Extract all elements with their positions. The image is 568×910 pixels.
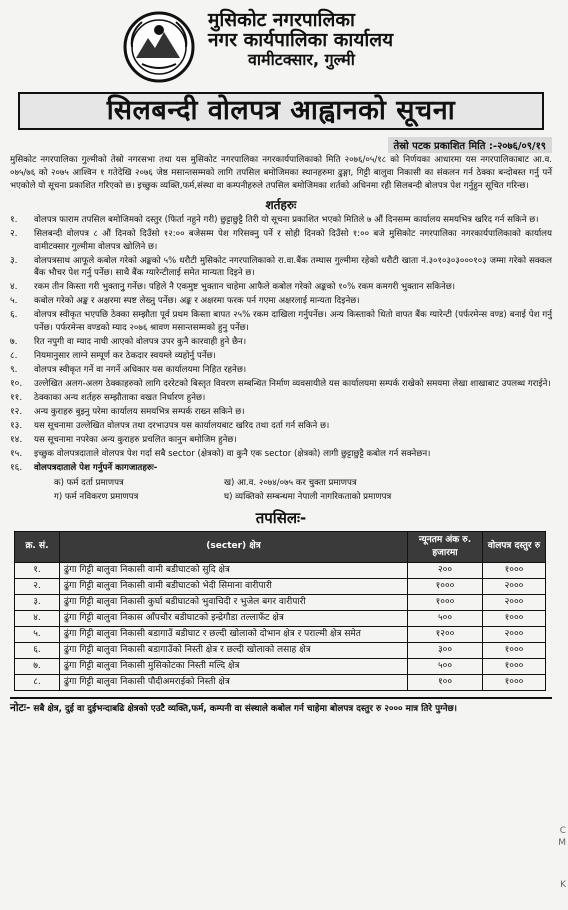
cell-sector: ढुंगा गिट्टी बालुवा निकासी पौदीअमराईको निस्ती क्षेत्र: [60, 674, 408, 690]
term-item: [10, 309, 552, 334]
term-item: [10, 434, 552, 447]
cell-fee: १०००: [483, 642, 546, 658]
cell-sector: ढुंगा गिट्टी बालुवा निकासी मुसिकोटका निस्ती मल्दि क्षेत्र: [60, 658, 408, 674]
table-row: [15, 594, 546, 610]
intro-paragraph: मुसिकोट नगरपालिका गुल्मीको तेस्रो नगरसभा तथा यस मुसिकोट नगरपालिका नगरकार्यपालिकाको मिति २०७६/०५/१८ को निर्णयका आधारमा यस नगरपालिकाबाट आ.व. ०७५/७६ को २०७५ आश्विन १ गतेदेखि २०७६ जेष्ठ मसान्तसम्मको लागि तपसिल बमोजिमका स्थानहरुमा ढुङ्गा, गिट्टी बालुवा निकासी का संकलन गर्न ठेक्का बन्दोबस्त गर्नु पर्ने भएकोले यो सूचना प्रकाशित गरिएको छ। इच्छुक व्यक्ति,फर्म,संस्था वा कम्पनीहरुले तपसिल बमोजिमका शर्तको अधिनमा रही सिलबन्दी बोलपत्र पेश गर्नुहुन सूचित गरिन्छ।: [10, 155, 552, 191]
cell-sn: १.: [15, 562, 60, 578]
cell-fee: १०००: [483, 674, 546, 690]
term-text: वोलपत्रदाताले पेश गर्नुपर्ने कागजातहरुः-: [34, 462, 158, 473]
term-item: [10, 255, 552, 280]
term-text: वोलपत्र स्वीकृत भएपछि ठेक्का सम्झौता पूर्व प्रथम किस्ता बापत २५% रकम दाखिला गर्नुपर्नेछ। अन्य किस्ताको धितो वापत बैंक ग्यारेन्टी (पर्फरमेन्स वण्ड) बनाई पेश गर्नु पर्नेछ। पर्फरमेन्स वण्डको म्याद २०७६ श्रावण मसान्तसम्मको हुनु पर्नेछ।: [34, 310, 552, 333]
header: [10, 6, 552, 92]
cell-fee: २०००: [483, 626, 546, 642]
column-header-sn: क्र. सं.: [15, 531, 60, 562]
cell-min-amount: २००: [408, 562, 483, 578]
cell-fee: १०००: [483, 658, 546, 674]
document-item: घ) व्यक्तिको सम्बन्धमा नेपाली नागरिकताको प्रमाणपत्र: [224, 491, 392, 502]
cell-fee: २०००: [483, 594, 546, 610]
term-number: ५.: [10, 296, 18, 306]
term-number: १४.: [10, 434, 23, 445]
term-text: वोलपत्र फाराम तपसिल बमोजिमको दस्तुर (फिर्ता नहुने गरी) छुट्टाछुट्टै तिरी यो सूचना प्रकाशित भएको मितिले ७ औं दिनसम्म कार्यालय समयभित्र खरिद गर्न सकिने छ।: [34, 215, 539, 225]
term-item: [10, 420, 552, 433]
term-item: [10, 214, 552, 227]
cell-sn: २.: [15, 578, 60, 594]
notice-page: [10, 6, 552, 904]
terms-list: [10, 214, 552, 474]
margin-letter: K: [560, 880, 566, 890]
cell-sn: ३.: [15, 594, 60, 610]
term-text: उल्लेखित अलग-अलग ठेक्काहरुको लागि दररेटको बिस्तृत विवरण सम्बन्धित निर्माण व्यवसायीले यस कार्यालयमा सम्पर्क राखेको समयमा लेखा शाखाबाट उपलब्ध गराईने।: [34, 378, 551, 389]
term-text: इच्छुक वोलपत्रदाताले वोलपत्र पेश गर्दा सबै sector (क्षेत्रको) वा कुनै एक sector (क्षेत्रको) लागी छुट्टाछुट्टै कबोल गर्न सक्नेछन।: [34, 448, 431, 459]
note-label: नोटः-: [10, 701, 31, 714]
term-text: वोलपत्र स्वीकृत गर्ने वा नगर्ने अधिकार यस कार्यालयमा निहित रहनेछ।: [34, 364, 247, 375]
margin-letter: C: [559, 826, 566, 836]
term-text: रकम तीन किस्ता गरी भुक्तानुु गर्नेछ। पहिले नै एकमुष्ट भुक्तान चाहेमा आफैले कबोल गरेको अङ्कको १०% रकम कमगरी भुक्तान सकिनेछ।: [34, 282, 455, 292]
term-number: १३.: [10, 420, 23, 431]
table-row: [15, 642, 546, 658]
term-number: १०.: [10, 378, 23, 389]
term-item: [10, 228, 552, 253]
term-number: ११.: [10, 392, 23, 403]
term-item: [10, 462, 552, 475]
cell-min-amount: १०००: [408, 594, 483, 610]
term-text: नियमानुसार लाग्ने सम्पूर्ण कर ठेकदार स्वयम्ले व्यहोर्नु पर्नेछ।: [34, 350, 216, 361]
table-row: [15, 626, 546, 642]
cell-min-amount: ३००: [408, 642, 483, 658]
term-item: [10, 295, 552, 308]
term-number: ४.: [10, 282, 18, 292]
column-header-min-amount: न्यूनतम अंक रु. हजारमा: [408, 531, 483, 562]
table-row: [15, 562, 546, 578]
cell-sn: ५.: [15, 626, 60, 642]
term-number: ७.: [10, 336, 18, 347]
term-number: १६.: [10, 462, 23, 473]
required-documents: [10, 476, 552, 504]
cell-fee: २०००: [483, 578, 546, 594]
cell-min-amount: १००: [408, 674, 483, 690]
term-text: ठेक्काका अन्य शर्तहरु सम्झौताका वखत निर्धारण हुनेछ।: [34, 392, 206, 403]
terms-heading: शर्तहरुः: [265, 198, 297, 212]
document-item: ग) फर्म नविकरण प्रमाणपत्र: [54, 491, 139, 502]
publish-date-row: [10, 134, 552, 150]
sector-table: [14, 531, 546, 691]
office-name: नगर कार्यपालिका कार्यालय: [208, 29, 394, 51]
cell-fee: १०००: [483, 562, 546, 578]
cell-sector: ढुंगा गिट्टी बालुवा निकास आँपचौर बडीघाटको इन्द्रेगौडा तल्लाफँट क्षेत्र: [60, 610, 408, 626]
document-item: ख) आ.व. २०७४/०७५ कर चुक्ता प्रमाणपत्र: [224, 477, 357, 488]
cell-fee: १०००: [483, 610, 546, 626]
term-number: २.: [10, 229, 18, 239]
column-header-fee: वोलपत्र दस्तुर रु: [483, 531, 546, 562]
margin-letter: M: [558, 838, 566, 848]
cell-sector: ढुंगा गिट्टी बालुवा निकासी कुर्घा बडीघाटको भुवाचिदी र भुजेल बगर वारीपारी: [60, 594, 408, 610]
term-item: [10, 336, 552, 349]
cell-sector: ढुंगा गिट्टी बालुवा निकासी वामी बडीघाटको सुदि क्षेत्र: [60, 562, 408, 578]
column-header-sector: (secter) क्षेत्र: [60, 531, 408, 562]
cell-sn: ६.: [15, 642, 60, 658]
cell-min-amount: १०००: [408, 578, 483, 594]
notice-title: सिलबन्दी वोलपत्र आह्वानको सूचना: [18, 92, 544, 130]
cell-min-amount: १२००: [408, 626, 483, 642]
nepal-emblem-icon: [122, 10, 196, 84]
table-row: [15, 610, 546, 626]
term-number: ८.: [10, 350, 18, 361]
term-text: यस सूचनामा नपरेका अन्य कुराहरु प्रचलित कानुन बमोजिम हुनेछ।: [34, 434, 237, 445]
cell-sn: ८.: [15, 674, 60, 690]
term-item: [10, 281, 552, 294]
term-text: कबोल गरेको अङ्क र अक्षरमा स्पष्ट लेख्नु पर्नेछ। अङ्क र अक्षरमा फरक पर्न गएमा अक्षरलाई मान्यता दिइनेछ।: [34, 296, 360, 306]
document-item: क) फर्म दर्ता प्रमाणपत्र: [54, 477, 124, 488]
term-text: अन्य कुराहरु बुझ्नु परेमा कार्यालय समयभित्र सम्पर्क राख्न सकिने छ।: [34, 406, 245, 417]
table-row: [15, 658, 546, 674]
table-header-row: [15, 531, 546, 562]
cell-sector: ढुंगा गिट्टी बालुवा निकासी वामी बडीघाटको भेदी सिमाना वारीपारी: [60, 578, 408, 594]
term-item: [10, 378, 552, 391]
term-number: १२.: [10, 406, 23, 417]
municipality-name: मुसिकोट नगरपालिका: [208, 9, 355, 31]
term-text: यस सूचनामा उल्लेखित वोलपत्र तथा दरभाउपत्र यस कार्यालयबाट खरिद तथा दर्ता गर्न सकिने छ।: [34, 420, 330, 431]
details-heading: तपसिलः-: [255, 508, 307, 527]
cell-sector: ढुंगा गिट्टी बालुवा निकासी बडागाउँको निस्ती क्षेत्र र छल्दी खोलाको लसाह क्षेत्र: [60, 642, 408, 658]
term-number: ६.: [10, 310, 18, 320]
term-item: [10, 448, 552, 461]
office-address: वामीटक्सार, गुल्मी: [248, 50, 355, 69]
cell-min-amount: ५००: [408, 658, 483, 674]
term-text: वोलपत्रसाथ आफूले कबोल गरेको अङ्कको ५% धरौटी मुसिकोट नगरपालिकाको रा.वा.बैंक तम्घास गुल्मीमा रहेको धरौटी खाता नं.३०१०३०३०००१०३ जम्मा गरेको सक्कल बैंक भौचर पेश गर्नु पर्नेछ। साथै बैंक ग्यारेन्टीलाई समेत मान्यता दिइने छ।: [34, 255, 552, 278]
table-row: [15, 674, 546, 690]
term-text: रित नपुगी वा म्याद नाघी आएको वोलपत्र उपर कुनै कारवाही हुने छैन।: [34, 336, 247, 347]
term-item: [10, 350, 552, 363]
organization-name: [208, 10, 393, 70]
term-number: १५.: [10, 448, 23, 459]
term-item: [10, 364, 552, 377]
cell-sn: ७.: [15, 658, 60, 674]
cell-sn: ४.: [15, 610, 60, 626]
cell-sector: ढुंगा गिट्टी बालुवा निकासी बडागाउँ बडीघाट र छल्दी खोलाको दोभान क्षेत्र र पराल्मी क्षेत्र समेत: [60, 626, 408, 642]
publish-date: तेस्रो पटक प्रकाशित मिति :-२०७६/०९/१९: [388, 137, 552, 153]
term-number: ३.: [10, 255, 18, 266]
table-row: [15, 578, 546, 594]
term-number: १.: [10, 215, 18, 225]
footer-note: [10, 697, 552, 715]
note-text: सबै क्षेत्र, दुई वा दुईभन्दाबढि क्षेत्रको एउटै व्यक्ति,फर्म, कम्पनी वा संस्थाले कबोल गर्न चाहेमा बोलपत्र दस्तुर रु २००० मात्र तिरे पुग्नेछ।: [33, 703, 457, 714]
term-item: [10, 406, 552, 419]
term-text: सिलबन्दी वोलपत्र ८ औं दिनको दिउँसो १२:०० बजेसम्म पेश गरिसक्नु पर्ने र सोही दिनको दिउँसो १:०० बजे मुसिकोट नगरपालिका नगरकार्यपालिकाको कार्यालय वामीटक्सार गुल्मीमा वोलपत्र खोलिने छ।: [34, 229, 552, 252]
cell-min-amount: ५००: [408, 610, 483, 626]
term-item: [10, 392, 552, 405]
term-number: ९.: [10, 364, 18, 375]
